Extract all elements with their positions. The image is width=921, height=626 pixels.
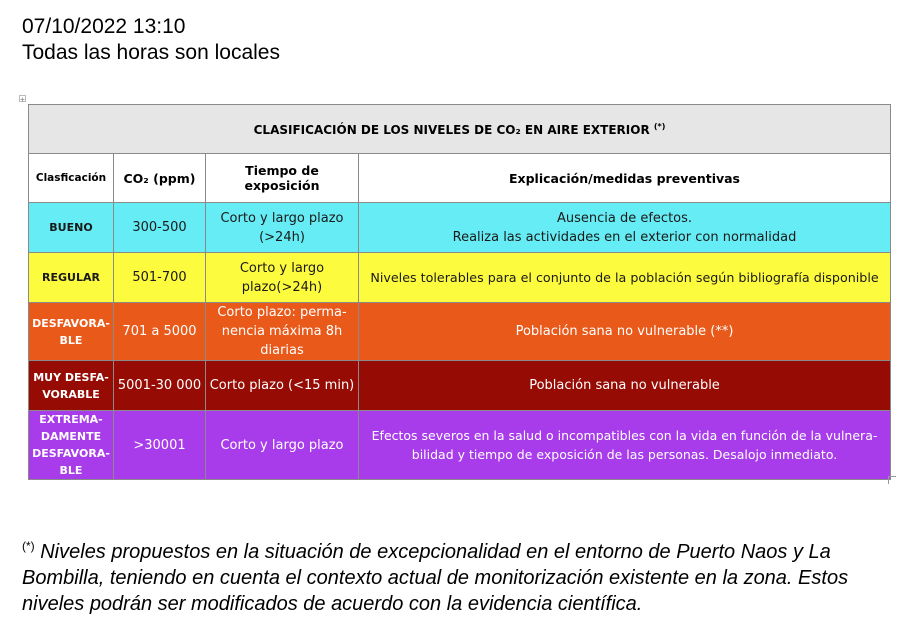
exposure-line: nencia máxima 8h — [221, 324, 343, 339]
level-label: BLE — [59, 464, 83, 477]
footnote-text: Niveles propuestos en la situación de excepcionalidad en el entorno de Puerto Naos y La Bombilla, teniendo en cuenta el contexto actual de monitorización existente en la zona. Estos niveles podrán ser modificados de acuerdo con la evidencia científica. — [22, 541, 849, 615]
level-label: BLE — [59, 333, 83, 347]
exposure-cell — [206, 203, 359, 253]
table-row-bueno — [29, 203, 891, 253]
level-label: DESFAVORA- — [32, 447, 110, 460]
explanation-cell — [359, 203, 891, 253]
exposure-cell — [206, 361, 359, 411]
explanation-line: Población sana no vulnerable — [529, 378, 720, 393]
column-header-exposure: Tiempo de exposición — [206, 154, 359, 203]
table-row-extremadamente-desfavorable — [29, 411, 891, 480]
exposure-line: plazo(>24h) — [241, 279, 323, 295]
table-title-text: CLASIFICACIÓN DE LOS NIVELES DE CO₂ EN AIRE EXTERIOR — [253, 122, 650, 137]
level-cell — [29, 303, 114, 361]
co2-cell: 701 a 5000 — [114, 303, 206, 361]
explanation-cell — [359, 253, 891, 303]
exposure-cell — [206, 303, 359, 361]
exposure-line: Corto plazo (<15 min) — [209, 378, 355, 393]
table-title — [29, 105, 891, 154]
table-title-mark: (*) — [653, 121, 666, 131]
explanation-line: Realiza las actividades en el exterior con normalidad — [452, 229, 797, 245]
explanation-line: Población sana no vulnerable (**) — [515, 324, 734, 339]
exposure-cell — [206, 253, 359, 303]
header-timezone-note: Todas las horas son locales — [22, 41, 280, 64]
column-header-co2: CO₂ (ppm) — [114, 154, 206, 203]
explanation-cell — [359, 411, 891, 480]
header-datetime: 07/10/2022 13:10 — [22, 15, 186, 38]
table-row-muy-desfavorable — [29, 361, 891, 411]
column-header-classification: Clasficación — [29, 154, 114, 203]
exposure-line: diarias — [260, 343, 304, 358]
level-cell — [29, 253, 114, 303]
level-label: DESFAVORA- — [32, 316, 110, 330]
co2-cell: 300-500 — [114, 203, 206, 253]
level-label: MUY DESFA- — [33, 370, 109, 384]
co2-cell: 5001-30 000 — [114, 361, 206, 411]
level-cell — [29, 411, 114, 480]
exposure-cell — [206, 411, 359, 480]
exposure-line: Corto plazo: perma- — [217, 305, 347, 320]
table-row-desfavorable — [29, 303, 891, 361]
level-label: BUENO — [49, 221, 93, 234]
document-header — [22, 14, 280, 66]
level-cell — [29, 361, 114, 411]
exposure-line: (>24h) — [259, 229, 305, 245]
level-label: VORABLE — [42, 387, 100, 401]
exposure-line: Corto y largo plazo — [220, 437, 344, 453]
table-row-regular — [29, 253, 891, 303]
table-anchor-icon[interactable]: + — [20, 95, 25, 104]
level-label: REGULAR — [42, 271, 100, 284]
level-cell — [29, 203, 114, 253]
explanation-cell — [359, 303, 891, 361]
table-resize-handle[interactable] — [888, 476, 896, 484]
co2-cell: 501-700 — [114, 253, 206, 303]
explanation-line: Efectos severos en la salud o incompatibles con la vida en función de la vulnera- — [371, 428, 878, 443]
co2-classification-table — [28, 104, 891, 480]
exposure-line: Corto y largo plazo — [220, 210, 344, 226]
level-label: EXTREMA- — [39, 413, 103, 426]
explanation-line: Niveles tolerables para el conjunto de la población según bibliografía disponible — [370, 270, 879, 285]
co2-cell: >30001 — [114, 411, 206, 480]
explanation-cell — [359, 361, 891, 411]
level-label: DAMENTE — [40, 430, 102, 443]
footnote — [22, 539, 912, 617]
footnote-mark: (*) — [22, 539, 35, 553]
explanation-line: bilidad y tiempo de exposición de las personas. Desalojo inmediato. — [411, 447, 838, 462]
explanation-line: Ausencia de efectos. — [556, 210, 693, 226]
exposure-line: Corto y largo — [239, 260, 325, 276]
column-header-explanation: Explicación/medidas preventivas — [359, 154, 891, 203]
